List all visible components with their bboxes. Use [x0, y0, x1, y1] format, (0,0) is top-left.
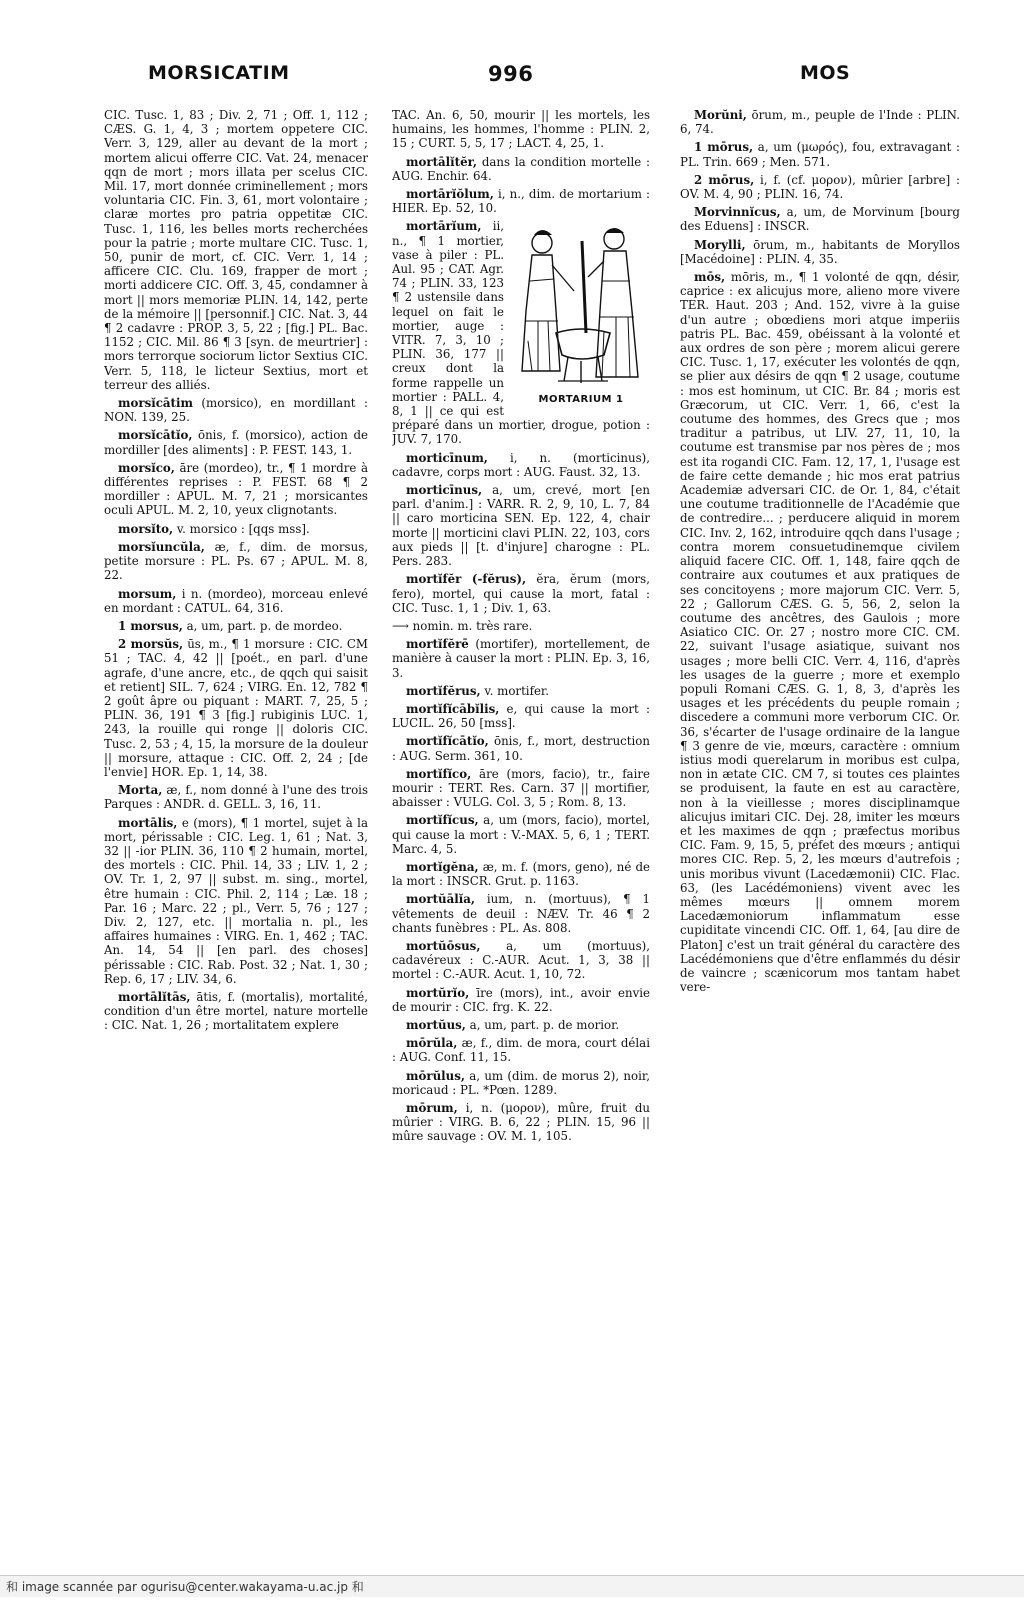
entry-headword: morticīnum, [406, 450, 488, 465]
dictionary-entry [104, 108, 368, 392]
entry-headword: Morta, [118, 783, 163, 798]
dictionary-entry [104, 587, 368, 615]
dictionary-entry [392, 1036, 650, 1064]
entry-definition: ōrum, m., peuple de l'Inde : PLIN. 6, 74. [680, 108, 960, 137]
dictionary-entry [392, 619, 650, 633]
entry-definition: e (mors), ¶ 1 mortel, sujet à la mort, périssable : CIC. Leg. 1, 61 ; Nat. 3, 32 || -ior PLIN. 36, 110 ¶ 2 humain, mortel, des mortels : CIC. Phil. 14, 33 ; LIV. 1, 2 ; OV. Tr. 1, 2, 97 || subst. m. sing., mortel, être humain : CIC. Phil. 2, 114 ; Læ. 18 ; Par. 16 ; Marc. 22 ; pl., Verr. 5, 76 ; 127 ; Div. 2, 127, etc. || mortalia n. pl., les affaires humaines : VIRG. En. 1, 462 ; TAC. An. 14, 54 || [en parl. des choses] périssable : CIC. Rab. Post. 32 ; Nat. 1, 30 ; Rep. 6, 17 ; LIV. 34, 6. [104, 815, 368, 986]
entry-definition: a, um (mortuus), cadavéreux : C.-AUR. Acut. 1, 3, 38 || mortel : C.-AUR. Acut. 1, 10, 72. [392, 938, 650, 982]
entry-definition: i, f. (cf. μορον), mûrier [arbre] : OV. M. 4, 90 ; PLIN. 16, 74. [680, 172, 960, 202]
entry-definition: i, n. (μορον), mûre, fruit du mûrier : VIRG. B. 6, 22 ; PLIN. 15, 96 || mûre sauvage : OV. M. 1, 105. [392, 1101, 650, 1144]
mortarium-figure [512, 221, 650, 411]
entry-headword: Morvinnĭcus, [694, 205, 781, 220]
entry-headword: morsĭto, [118, 521, 174, 536]
entry-definition: a, um (dim. de morus 2), noir, moricaud : PL. *Pœn. 1289. [392, 1068, 650, 1097]
dictionary-entry [680, 140, 960, 168]
entry-definition: āre (mordeo), tr., ¶ 1 mordre à différentes reprises : P. FEST. 68 ¶ 2 mordiller : APUL. M. 7, 21 ; morsicantes oculi APUL. M. 2, 10, yeux clignotants. [104, 460, 368, 518]
entry-definition: i, n. (morticinus), cadavre, corps mort : AUG. Faust. 32, 13. [392, 450, 650, 479]
header-right-word: MOS [800, 62, 851, 84]
entry-definition: a, um, part. p. de mordeo. [182, 618, 343, 633]
dictionary-entry [392, 572, 650, 615]
entry-definition: (mortifer), mortellement, de manière à causer la mort : PLIN. Ep. 3, 16, 3. [392, 637, 650, 680]
entry-headword: morsĭcātim [118, 396, 193, 411]
entry-headword: mōrŭla, [406, 1036, 458, 1051]
entry-definition: a, um, crevé, mort [en parl. d'anim.] : VARR. R. 2, 9, 10, L. 7, 84 || caro morticina SEN. Ep. 122, 4, chair morte || morticini clavi PLIN. 22, 103, cors aux pieds || [t. d'injure] charogne : PL. Pers. 283. [392, 483, 650, 569]
dictionary-entry [680, 108, 960, 136]
mortar-illustration-icon [512, 221, 650, 393]
entry-headword: mortŭālĭa, [406, 892, 475, 907]
entry-headword: mortĭgĕna, [406, 859, 479, 874]
entry-headword: mortĭfĕr (-fĕrus), [406, 572, 527, 587]
dictionary-entry [392, 892, 650, 935]
dictionary-entry [392, 637, 650, 680]
entry-definition: (morsico), en mordillant : NON. 139, 25. [104, 396, 368, 425]
entry-definition: i n. (mordeo), morceau enlevé en mordant : CATUL. 64, 316. [104, 586, 368, 615]
entry-definition: v. morsico : [qqs mss]. [173, 521, 310, 536]
entry-headword: morticīnus, [406, 483, 483, 498]
entry-definition: i, n., dim. de mortarium : HIER. Ep. 52, 10. [392, 187, 650, 216]
dictionary-entry [104, 990, 368, 1033]
entry-headword: mōrum, [406, 1101, 458, 1115]
entry-definition: mōris, m., ¶ 1 volonté de qqn, désir, caprice : ex alicujus more, alieno more vivere TER. Haut. 203 ; And. 152, vivre à la guise d'un autre ; obœdiens mori atque imperiis patris PL. Bac. 459, obéissant à la volonté et aux ordres de son père ; morem alicui gerere CIC. Tusc. 1, 17, exécuter les volontés de qqn, se plier aux désirs de qqn ¶ 2 usage, coutume : mos est hominum, ut CIC. Br. 84 ; moris est Græcorum, ut CIC. Verr. 1, 66, c'est la coutume des hommes, des Grecs que ; mos traditur a patribus, ut LIV. 27, 11, 10, la coutume est transmise par nos pères de ; mos est ita rogandi CIC. Fam. 12, 17, 1, l'usage est de faire cette demande ; hic mos erat patrius Academiæ adversari CIC. de Or. 1, 84, c'était une coutume traditionnelle de l'Académie que de contredire... ; perducere aliquid in morem CIC. Inv. 2, 162, introduire qqch dans l'usage ; contra morem consuetudinemque civilem aliquid facere CIC. Off. 1, 148, faire qqch de contraire aux coutumes et aux pratiques de ses concitoyens ; more majorum CIC. Verr. 5, 22 ; Gallorum CÆS. G. 5, 56, 2, selon la coutume des ancêtres, des Gaulois ; more Asiatico CIC. Or. 27 ; nostro more CIC. CM. 22, suivant l'usage asiatique, suivant nos usages ; more belli CIC. Verr. 4, 116, d'après les usages de la guerre ; more et exemplo populi Romani CÆS. G. 1, 8, 3, d'après les usages et les précédents du peuple romain ; discedere a communi more verborum CIC. Or. 36, s'écarter de l'usage ordinaire de la langue ¶ 3 genre de vie, mœurs, caractère : omnium istius modi querelarum in moribus est culpa, non in ætate CIC. CM 7, si toutes ces plaintes se produisent, la faute en est au caractère, non à la vieillesse ; mores disciplinamque alicujus imitari CIC. Dej. 28, imiter les mœurs et les maximes de qqn ; præfectus moribus CIC. Fam. 9, 15, 5, préfet des mœurs ; antiqui mores CIC. Rep. 5, 2, les mœurs d'autrefois ; unis moribus vivunt (Lacedæmonii) CIC. Flac. 63, (les Lacédémoniens) vivent avec les mêmes mœurs || omnem morem Lacedæmoniorum inflammatum esse cupiditate vincendi CIC. Off. 1, 64, [au dire de Platon] c'est un trait général du caractère des Lacédémoniens que d'être enflammés du désir de vaincre ; scænicorum mos tantam habet vere- [680, 270, 960, 995]
dictionary-entry [104, 783, 368, 811]
entry-definition: æ, f., dim. de mora, court délai : AUG. Conf. 11, 15. [392, 1036, 650, 1065]
entry-definition: āre (mors, facio), tr., faire mourir : TERT. Res. Carn. 37 || mortifier, abaisser : VULG. Col. 3, 5 ; Rom. 8, 13. [392, 766, 650, 810]
dictionary-entry [392, 1069, 650, 1097]
entry-headword: Morylli, [694, 237, 746, 252]
entry-definition: v. mortifer. [480, 683, 550, 698]
dictionary-entry [104, 461, 368, 518]
dictionary-entry [392, 813, 650, 856]
dictionary-entry [104, 522, 368, 536]
entry-headword: mortĭfĕrus, [406, 683, 481, 698]
page-header [0, 62, 1024, 92]
figure-caption: MORTARIUM 1 [538, 394, 624, 406]
entry-definition: ium, n. (mortuus), ¶ 1 vêtements de deuil : NÆV. Tr. 46 ¶ 2 chants funèbres : PL. As. 808. [392, 892, 650, 935]
entry-definition: CIC. Tusc. 1, 83 ; Div. 2, 71 ; Off. 1, 112 ; CÆS. G. 1, 4, 3 ; mortem oppetere CIC. Verr. 3, 129, aller au devant de la mort ; mortem alicui offerre CIC. Vat. 24, menacer qqn de mort ; mors illata per scelus CIC. Mil. 17, mort donnée criminellement ; mors voluntaria CIC. Fin. 3, 61, mort volontaire ; claræ mortes pro patria oppetitæ CIC. Tusc. 1, 116, les belles morts recherchées pour la patrie ; morte multare CIC. Tusc. 1, 50, punir de mort, cf. CIC. Verr. 1, 14 ; afficere CIC. Clu. 169, frapper de mort ; morti addicere CIC. Off. 3, 45, condamner à mort || mors memoriæ PLIN. 14, 142, perte de la mémoire || [personnif.] CIC. Nat. 3, 44 ¶ 2 cadavre : PROP. 3, 5, 22 ; [fig.] PL. Bac. 1152 ; CIC. Mil. 86 ¶ 3 [syn. de meurtrier] : mors terrorque sociorum lictor Sextius CIC. Verr. 5, 118, le licteur Sextius, mort et terreur des alliés. [104, 108, 368, 392]
entry-headword: mortŭrĭo, [406, 985, 470, 1000]
entry-headword: mortālĭtĕr, [406, 154, 478, 169]
entry-headword: morsĭuncŭla, [118, 539, 205, 554]
dictionary-entry [392, 986, 650, 1014]
entry-headword: 1 morsus, [118, 618, 183, 633]
entry-headword: morsĭcātĭo, [118, 428, 193, 443]
entry-definition: ūs, m., ¶ 1 morsure : CIC. CM 51 ; TAC. 4, 42 || [poét., en parl. d'une agrafe, d'une ancre, etc., de qqch qui saisit et retient] SIL. 7, 624 ; VIRG. En. 12, 782 ¶ 2 goût âpre ou piquant : MART. 7, 25, 5 ; PLIN. 36, 191 ¶ 3 [fig.] rubiginis LUC. 1, 243, la rouille qui ronge || doloris CIC. Tusc. 2, 53 ; 4, 15, la morsure de la douleur || morsure, attaque : CIC. Off. 2, 24 ; [de l'envie] HOR. Ep. 1, 14, 38. [104, 637, 368, 779]
entry-definition: TAC. An. 6, 50, mourir || les mortels, les humains, les hommes, l'homme : PLIN. 2, 15 ; CURT. 5, 5, 17 ; LACT. 4, 25, 1. [392, 108, 650, 151]
entry-definition: ⟶ nomin. m. très rare. [392, 618, 533, 633]
dictionary-entry [392, 767, 650, 810]
dictionary-entry [392, 860, 650, 888]
entry-headword: mortālĭtās, [118, 989, 191, 1004]
column-1 [104, 108, 368, 1553]
entry-headword: mortālis, [118, 815, 178, 830]
dictionary-entry [392, 108, 650, 151]
entry-headword: mortĭfĭcābĭlis, [406, 701, 500, 716]
dictionary-entry [104, 396, 368, 424]
entry-definition: a, um (μωρός), fou, extravagant : PL. Trin. 669 ; Men. 571. [680, 140, 960, 169]
entry-definition: ōnis, f. (morsico), action de mordiller [des aliments] : P. FEST. 143, 1. [104, 428, 368, 457]
dictionary-entry [680, 205, 960, 233]
dictionary-entry [392, 155, 650, 183]
dictionary-entry [104, 428, 368, 456]
entry-headword: mortŭus, [406, 1017, 466, 1032]
entry-headword: Morŭni, [694, 108, 747, 122]
scan-credit-footer: 和 image scannée par ogurisu@center.wakayama-u.ac.jp 和 [0, 1575, 1024, 1597]
entry-headword: mōrŭlus, [406, 1068, 465, 1083]
dictionary-entry [680, 173, 960, 201]
header-left-word: MORSICATIM [148, 62, 290, 84]
dictionary-entry [392, 187, 650, 215]
entry-headword: mortŭōsus, [406, 938, 481, 953]
entry-definition: īre (mors), int., avoir envie de mourir : CIC. frg. K. 22. [392, 985, 650, 1014]
dictionary-entry [104, 637, 368, 779]
entry-headword: morsum, [118, 586, 177, 601]
entry-headword: 2 morsŭs, [118, 637, 184, 652]
column-3 [680, 108, 960, 1553]
dictionary-entry [392, 684, 650, 698]
dictionary-entry [392, 702, 650, 730]
entry-headword: morsĭco, [118, 460, 175, 475]
entry-headword: mōs, [694, 270, 726, 285]
entry-definition: a, um (mors, facio), mortel, qui cause la mort : V.-MAX. 5, 6, 1 ; TERT. Marc. 4, 5. [392, 813, 650, 856]
entry-definition: dans la condition mortelle : AUG. Enchir. 64. [392, 154, 650, 183]
dictionary-entry [104, 619, 368, 633]
entry-headword: mortĭfĭco, [406, 766, 472, 781]
entry-headword: 2 mōrus, [694, 172, 755, 187]
entry-definition: æ, m. f. (mors, geno), né de la mort : INSCR. Grut. p. 1163. [392, 859, 650, 889]
dictionary-entry [104, 816, 368, 986]
entry-headword: mortĭfĭcātĭo, [406, 734, 489, 749]
entry-definition: ii, n., ¶ 1 mortier, vase à piler : PL. Aul. 95 ; CAT. Agr. 74 ; PLIN. 33, 123 ¶ 2 ustensile dans lequel on fait le mortier, auge : VITR. 7, 3, 10 ; PLIN. 36, 177 || creux dont la forme rappelle un mortier : PALL. 4, 8, 1 || ce qui est préparé dans un mortier, drogue, potion : JUV. 7, 170. [392, 219, 650, 447]
dictionary-entry [392, 483, 650, 568]
dictionary-entry [680, 238, 960, 266]
entry-headword: mortārĭŏlum, [406, 187, 494, 202]
entry-headword: mortārĭum, [406, 219, 482, 234]
entry-headword: 1 mōrus, [694, 140, 754, 155]
dictionary-entry [392, 1018, 650, 1032]
dictionary-entry [104, 540, 368, 583]
entry-definition: ōrum, m., habitants de Moryllos [Macédoine] : PLIN. 4, 35. [680, 237, 960, 266]
dictionary-entry [392, 451, 650, 479]
entry-definition: æ, f., nom donné à l'une des trois Parques : ANDR. d. GELL. 3, 16, 11. [104, 783, 368, 812]
entry-definition: æ, f., dim. de morsus, petite morsure : PL. Ps. 67 ; APUL. M. 8, 22. [104, 539, 368, 583]
dictionary-entry [392, 734, 650, 762]
dictionary-entry [680, 270, 960, 994]
entry-definition: ĕra, ĕrum (mors, fero), mortel, qui cause la mort, fatal : CIC. Tusc. 1, 1 ; Div. 1, 63. [392, 572, 650, 615]
entry-definition: ōnis, f., mort, destruction : AUG. Serm. 361, 10. [392, 734, 650, 763]
dictionary-entry [392, 1101, 650, 1144]
entry-headword: mortĭfĭcus, [406, 813, 479, 828]
dictionary-entry [392, 939, 650, 982]
entry-definition: ātis, f. (mortalis), mortalité, condition d'un être mortel, nature mortelle : CIC. Nat. 1, 26 ; mortalitatem explere [104, 989, 368, 1033]
page-number: 996 [488, 62, 534, 86]
entry-definition: e, qui cause la mort : LUCIL. 26, 50 [mss]. [392, 701, 650, 731]
entry-headword: mortĭfĕrē [406, 637, 469, 652]
entry-definition: a, um, de Morvinum [bourg des Eduens] : INSCR. [680, 205, 960, 234]
column-2 [392, 108, 650, 1553]
entry-definition: a, um, part. p. de morior. [465, 1017, 620, 1032]
